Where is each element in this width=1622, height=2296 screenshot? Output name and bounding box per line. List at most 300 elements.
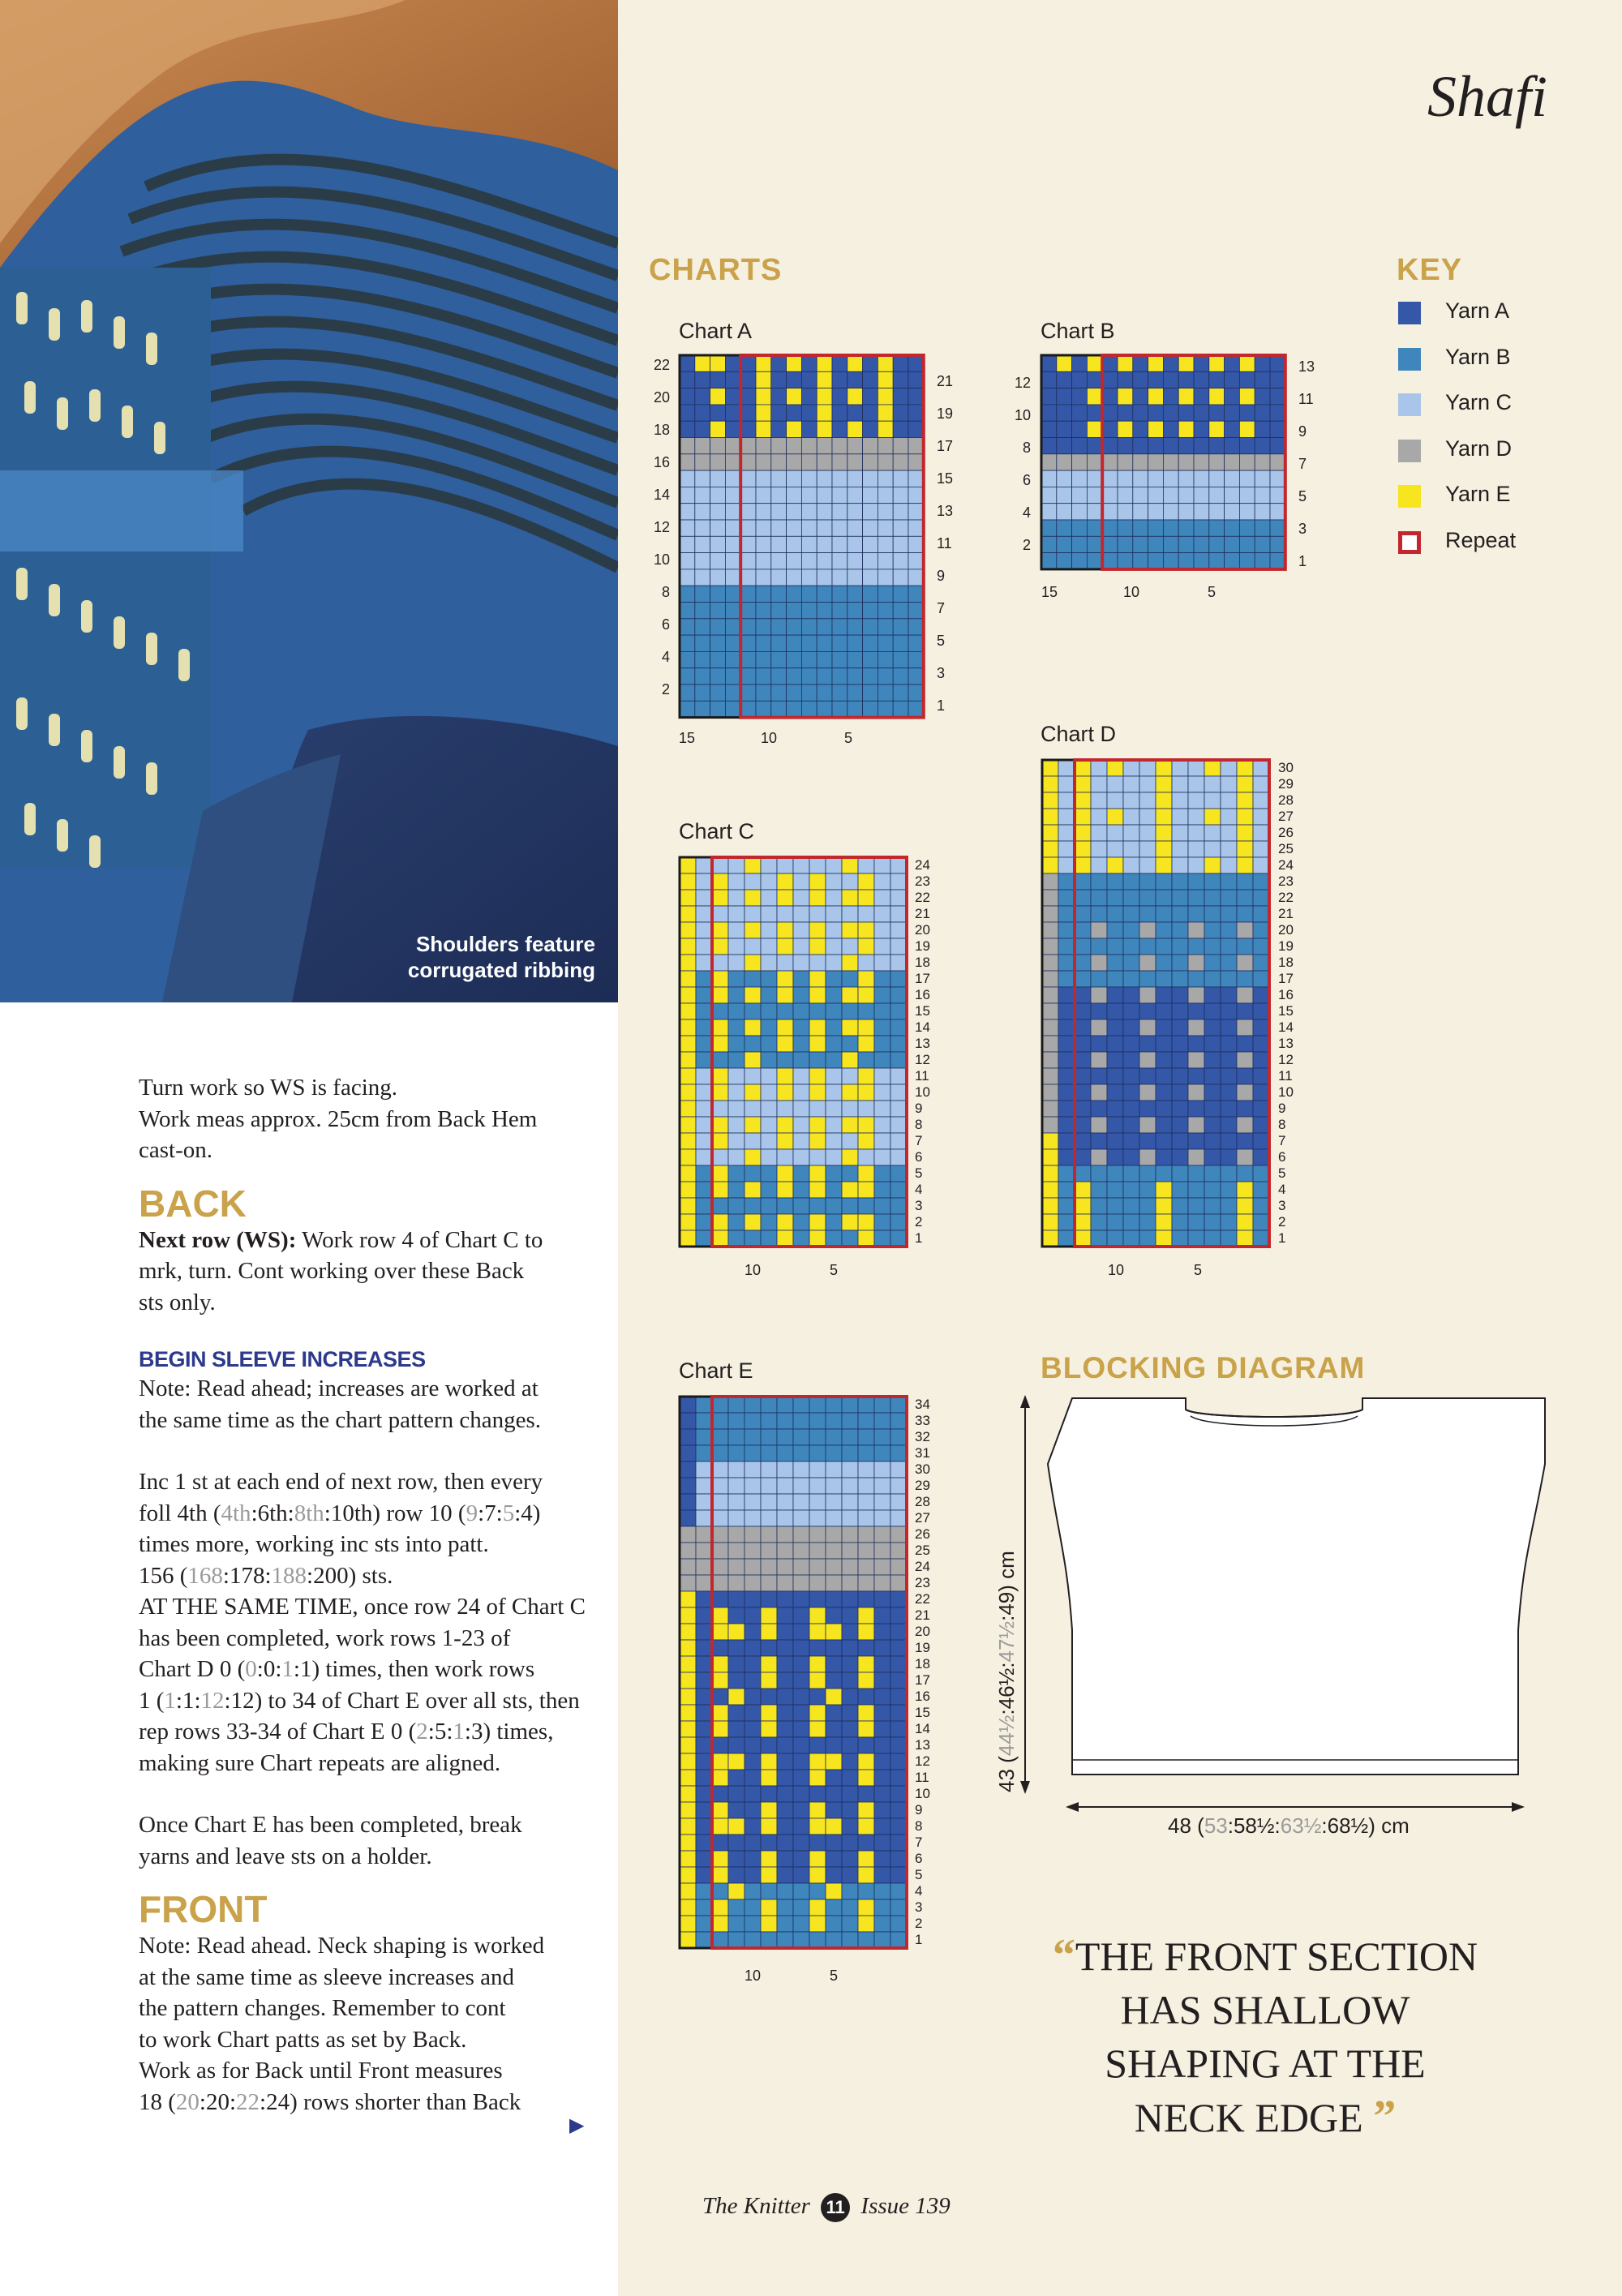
row-number: 23 [1278, 873, 1294, 889]
row-number: 14 [653, 487, 670, 503]
chart-cell [761, 1899, 777, 1916]
chart-cell [777, 1624, 793, 1640]
row-number: 13 [937, 503, 954, 519]
chart-cell [890, 922, 907, 938]
chart-cell [1041, 470, 1057, 487]
chart-cell [1072, 454, 1088, 470]
chart-cell [680, 1003, 696, 1019]
chart-cell [842, 1802, 858, 1818]
chart-cell [878, 668, 893, 685]
chart-cell [725, 405, 740, 421]
chart-cell [817, 371, 832, 388]
row-number: 11 [915, 1770, 929, 1785]
chart-cell [696, 857, 712, 873]
chart-cell [874, 1230, 890, 1247]
chart-cell [680, 955, 696, 971]
chart-cell [1204, 890, 1221, 906]
chart-cell [1204, 922, 1221, 938]
chart-cell [696, 1429, 712, 1445]
chart-cell [858, 906, 874, 922]
chart-a-left-numbers [649, 357, 670, 714]
chart-cell [890, 1689, 907, 1705]
chart-cell [858, 1899, 874, 1916]
chart-cell [744, 1214, 761, 1230]
chart-cell [740, 586, 756, 602]
issue-number: Issue 139 [860, 2193, 950, 2219]
chart-cell [842, 1003, 858, 1019]
chart-cell [1172, 987, 1188, 1003]
chart-cell [695, 569, 710, 586]
chart-cell [1042, 938, 1058, 955]
chart-cell [908, 536, 924, 552]
chart-cell [761, 1753, 777, 1770]
text-line [139, 1685, 609, 1717]
chart-cell [893, 685, 908, 701]
chart-cell [712, 1770, 728, 1786]
chart-cell [874, 1591, 890, 1607]
text-line: to work Chart patts as set by Back. [139, 2026, 467, 2053]
chart-cell [1221, 809, 1237, 825]
chart-cell [863, 651, 878, 667]
chart-b-grid [1040, 354, 1288, 573]
chart-cell [696, 1445, 712, 1461]
chart-cell [1148, 520, 1164, 536]
chart-cell [858, 1429, 874, 1445]
chart-cell [777, 1737, 793, 1753]
key-swatch [1398, 485, 1421, 508]
chart-cell [761, 971, 777, 987]
key-label: Repeat [1445, 527, 1517, 552]
row-number: 17 [937, 438, 954, 454]
chart-cell [1133, 438, 1148, 454]
chart-cell [793, 1753, 809, 1770]
chart-cell [842, 1899, 858, 1916]
chart-cell [680, 1543, 696, 1559]
chart-cell [1209, 371, 1225, 388]
chart-cell [1253, 1036, 1269, 1052]
chart-cell [826, 1835, 842, 1851]
chart-cell [858, 1084, 874, 1101]
chart-cell [696, 1883, 712, 1899]
chart-cell [728, 1786, 744, 1802]
chart-cell [874, 1705, 890, 1721]
chart-cell [1075, 1230, 1091, 1247]
chart-cell [1058, 1052, 1075, 1068]
col-number: 5 [1208, 584, 1216, 600]
chart-cell [728, 1916, 744, 1932]
row-number: 12 [915, 1052, 930, 1067]
chart-cell [696, 873, 712, 890]
chart-cell [761, 857, 777, 873]
chart-cell [761, 955, 777, 971]
chart-b-right-numbers [1298, 358, 1315, 586]
chart-cell [858, 987, 874, 1003]
chart-cell [1178, 388, 1194, 405]
chart-cell [696, 1672, 712, 1689]
chart-cell [874, 1052, 890, 1068]
chart-cell [696, 1230, 712, 1247]
chart-cell [801, 405, 817, 421]
chart-cell [744, 1198, 761, 1214]
chart-cell [1188, 987, 1204, 1003]
chart-cell [863, 685, 878, 701]
chart-cell [712, 922, 728, 938]
chart-cell [874, 1883, 890, 1899]
chart-cell [890, 1543, 907, 1559]
chart-cell [826, 1656, 842, 1672]
row-label: Next row (WS): [139, 1226, 297, 1253]
chart-cell [890, 1737, 907, 1753]
row-number: 2 [915, 1214, 923, 1230]
chart-cell [832, 635, 847, 651]
chart-cell [1225, 355, 1240, 371]
chart-cell [809, 1461, 826, 1478]
chart-a-title: Chart A [679, 319, 753, 343]
chart-cell [1123, 1084, 1139, 1101]
chart-cell [1042, 971, 1058, 987]
chart-cell [680, 1397, 696, 1413]
chart-cell [1237, 1149, 1253, 1165]
chart-cell [744, 1883, 761, 1899]
close-quote-icon: ” [1373, 2092, 1397, 2142]
row-number: 21 [937, 373, 954, 389]
chart-cell [696, 1640, 712, 1656]
chart-cell [1042, 1117, 1058, 1133]
chart-cell [874, 1802, 890, 1818]
chart-cell [1253, 1230, 1269, 1247]
chart-cell [680, 553, 695, 569]
chart-cell [908, 470, 924, 487]
chart-cell [1172, 792, 1188, 809]
chart-cell [1058, 760, 1075, 776]
chart-cell [1209, 388, 1225, 405]
chart-cell [761, 1526, 777, 1543]
sleeve-increases-heading: BEGIN SLEEVE INCREASES [139, 1347, 426, 1371]
chart-cell [761, 1182, 777, 1198]
row-number: 9 [915, 1802, 923, 1817]
chart-cell [680, 603, 695, 619]
chart-cell [1058, 987, 1075, 1003]
chart-cell [787, 603, 802, 619]
chart-cell [826, 1445, 842, 1461]
chart-cell [744, 1494, 761, 1510]
chart-cell [817, 421, 832, 437]
chart-cell [680, 520, 695, 536]
chart-cell [1058, 1149, 1075, 1165]
chart-cell [695, 603, 710, 619]
chart-cell [847, 701, 863, 717]
row-number: 17 [915, 1672, 930, 1688]
chart-cell [890, 1526, 907, 1543]
chart-cell [1209, 454, 1225, 470]
chart-cell [1239, 454, 1255, 470]
chart-cell [1239, 405, 1255, 421]
chart-cell [1204, 1003, 1221, 1019]
chart-cell [1172, 1084, 1188, 1101]
chart-cell [725, 454, 740, 470]
chart-cell [680, 938, 696, 955]
chart-cell [744, 1461, 761, 1478]
chart-cell [1087, 438, 1102, 454]
quote-line: HAS SHALLOW [1120, 1987, 1410, 2032]
text-line: AT THE SAME TIME, once row 24 of Chart C [139, 1594, 586, 1620]
chart-cell [725, 651, 740, 667]
chart-cell [826, 1036, 842, 1052]
chart-cell [1253, 971, 1269, 987]
chart-cell [1118, 520, 1133, 536]
chart-cell [725, 685, 740, 701]
chart-cell [801, 470, 817, 487]
chart-cell [1237, 792, 1253, 809]
chart-cell [695, 651, 710, 667]
chart-cell [744, 1230, 761, 1247]
chart-cell [1163, 470, 1178, 487]
chart-cell [1123, 1149, 1139, 1165]
row-number: 9 [1278, 1101, 1286, 1116]
chart-cell [893, 701, 908, 717]
row-number: 15 [915, 1705, 930, 1720]
chart-cell [728, 1721, 744, 1737]
chart-cell [680, 668, 695, 685]
chart-cell [1221, 825, 1237, 841]
chart-cell [1204, 971, 1221, 987]
chart-cell [858, 1721, 874, 1737]
chart-cell [874, 971, 890, 987]
chart-cell [1178, 371, 1194, 388]
row-number: 8 [1022, 440, 1031, 456]
chart-cell [712, 1916, 728, 1932]
chart-cell [874, 1672, 890, 1689]
chart-cell [874, 1932, 890, 1948]
chart-cell [878, 454, 893, 470]
chart-cell [793, 1101, 809, 1117]
chart-cell [1107, 1149, 1123, 1165]
chart-cell [826, 1640, 842, 1656]
chart-cell [1156, 1165, 1172, 1182]
chart-cell [809, 1003, 826, 1019]
chart-cell [761, 1559, 777, 1575]
key-swatch [1398, 348, 1421, 371]
chart-cell [761, 1656, 777, 1672]
chart-cell [728, 1656, 744, 1672]
chart-cell [1239, 371, 1255, 388]
chart-cell [801, 520, 817, 536]
chart-cell [842, 922, 858, 938]
chart-cell [740, 651, 756, 667]
chart-cell [777, 1721, 793, 1737]
quote-text: THE FRONT SECTION [1075, 1933, 1478, 1979]
chart-cell [1255, 421, 1270, 437]
chart-cell [1058, 890, 1075, 906]
chart-cell [1172, 760, 1188, 776]
chart-cell [1042, 1182, 1058, 1198]
chart-cell [1058, 1133, 1075, 1149]
chart-cell [1041, 438, 1057, 454]
chart-cell [1221, 841, 1237, 857]
chart-cell [890, 1133, 907, 1149]
chart-cell [893, 536, 908, 552]
chart-cell [1123, 1036, 1139, 1052]
measure-text: 53 [1204, 1813, 1228, 1838]
chart-cell [696, 1932, 712, 1948]
chart-cell [826, 1165, 842, 1182]
chart-cell [874, 955, 890, 971]
chart-cell [744, 1737, 761, 1753]
chart-cell [680, 1737, 696, 1753]
chart-cell [1123, 873, 1139, 890]
chart-cell [712, 1117, 728, 1133]
chart-cell [793, 1867, 809, 1883]
chart-cell [1156, 1019, 1172, 1036]
chart-cell [1091, 1003, 1107, 1019]
chart-cell [1156, 890, 1172, 906]
chart-cell [696, 1133, 712, 1149]
chart-cell [761, 1770, 777, 1786]
chart-cell [893, 651, 908, 667]
chart-cell [1253, 1019, 1269, 1036]
chart-cell [847, 603, 863, 619]
text-line [139, 1498, 609, 1530]
chart-cell [1107, 1165, 1123, 1182]
chart-cell [832, 603, 847, 619]
chart-cell [878, 438, 893, 454]
chart-cell [1072, 355, 1088, 371]
chart-d-title: Chart D [1041, 722, 1117, 746]
row-number: 1 [937, 697, 946, 714]
row-number: 8 [661, 584, 670, 600]
measure-text: :58½: [1227, 1813, 1281, 1838]
col-number: 15 [679, 730, 696, 746]
chart-cell [1118, 553, 1133, 569]
caption-line: Shoulders feature [415, 932, 595, 956]
chart-cell [680, 1068, 696, 1084]
chart-cell [710, 586, 726, 602]
chart-cell [680, 685, 695, 701]
chart-cell [1225, 438, 1240, 454]
chart-cell [1188, 1182, 1204, 1198]
chart-cell [842, 1851, 858, 1867]
chart-cell [695, 421, 710, 437]
chart-cell [809, 906, 826, 922]
height-measurement [994, 1551, 1019, 1792]
chart-cell [1253, 987, 1269, 1003]
chart-cell [809, 1445, 826, 1461]
chart-cell [696, 1149, 712, 1165]
chart-cell [1041, 355, 1057, 371]
chart-cell [744, 1721, 761, 1737]
chart-cell [1237, 890, 1253, 906]
row-number: 24 [915, 1559, 930, 1574]
chart-cell [740, 421, 756, 437]
chart-cell [777, 1607, 793, 1624]
chart-cell [744, 1149, 761, 1165]
chart-cell [1204, 873, 1221, 890]
chart-cell [695, 701, 710, 717]
chart-cell [1156, 1003, 1172, 1019]
chart-cell [1239, 355, 1255, 371]
chart-cell [680, 971, 696, 987]
chart-cell [890, 1851, 907, 1867]
chart-cell [680, 1117, 696, 1133]
chart-cell [908, 487, 924, 503]
text-span: :24) rows shorter than Back [260, 2088, 521, 2115]
chart-cell [908, 651, 924, 667]
chart-cell [1133, 553, 1148, 569]
chart-cell [1091, 760, 1107, 776]
chart-cell [874, 938, 890, 955]
chart-cell [1123, 1165, 1139, 1182]
chart-cell [793, 1397, 809, 1413]
chart-cell [832, 470, 847, 487]
chart-cell [744, 873, 761, 890]
chart-cell [817, 355, 832, 371]
chart-cell [1042, 841, 1058, 857]
chart-cell [712, 906, 728, 922]
chart-cell [696, 1737, 712, 1753]
chart-cell [908, 619, 924, 635]
chart-cell [728, 1835, 744, 1851]
chart-cell [1221, 1052, 1237, 1068]
chart-cell [858, 1753, 874, 1770]
chart-cell [696, 1461, 712, 1478]
chart-cell [756, 405, 771, 421]
text-line: Note: Read ahead. Neck shaping is worked [139, 1933, 545, 1959]
row-number: 25 [1278, 841, 1294, 856]
chart-cell [1107, 1182, 1123, 1198]
col-number: 10 [1108, 1262, 1125, 1278]
chart-cell [1087, 520, 1102, 536]
chart-cell [890, 1084, 907, 1101]
chart-cell [1139, 760, 1156, 776]
chart-cell [1194, 388, 1209, 405]
chart-cell [725, 701, 740, 717]
chart-cell [1091, 857, 1107, 873]
key-swatch [1398, 393, 1421, 416]
chart-cell [728, 922, 744, 938]
chart-cell [696, 1214, 712, 1230]
chart-cell [890, 1510, 907, 1526]
chart-cell [1194, 487, 1209, 503]
chart-cell [744, 906, 761, 922]
chart-cell [890, 987, 907, 1003]
chart-cell [712, 938, 728, 955]
chart-cell [801, 685, 817, 701]
chart-cell [777, 1883, 793, 1899]
chart-cell [890, 1036, 907, 1052]
chart-cell [1156, 1084, 1172, 1101]
chart-cell [793, 1802, 809, 1818]
chart-cell [728, 857, 744, 873]
chart-cell [847, 470, 863, 487]
chart-cell [1075, 841, 1091, 857]
chart-cell [761, 1117, 777, 1133]
chart-cell [1075, 1117, 1091, 1133]
chart-cell [696, 1607, 712, 1624]
chart-cell [1221, 760, 1237, 776]
chart-cell [890, 1705, 907, 1721]
chart-cell [1139, 1019, 1156, 1036]
chart-cell [696, 1689, 712, 1705]
chart-cell [817, 504, 832, 520]
chart-cell [1188, 890, 1204, 906]
chart-cell [874, 1510, 890, 1526]
chart-cell [858, 1165, 874, 1182]
chart-cell [712, 1737, 728, 1753]
chart-cell [842, 1461, 858, 1478]
chart-cell [817, 536, 832, 552]
chart-cell [1172, 1230, 1188, 1247]
chart-cell [744, 1916, 761, 1932]
